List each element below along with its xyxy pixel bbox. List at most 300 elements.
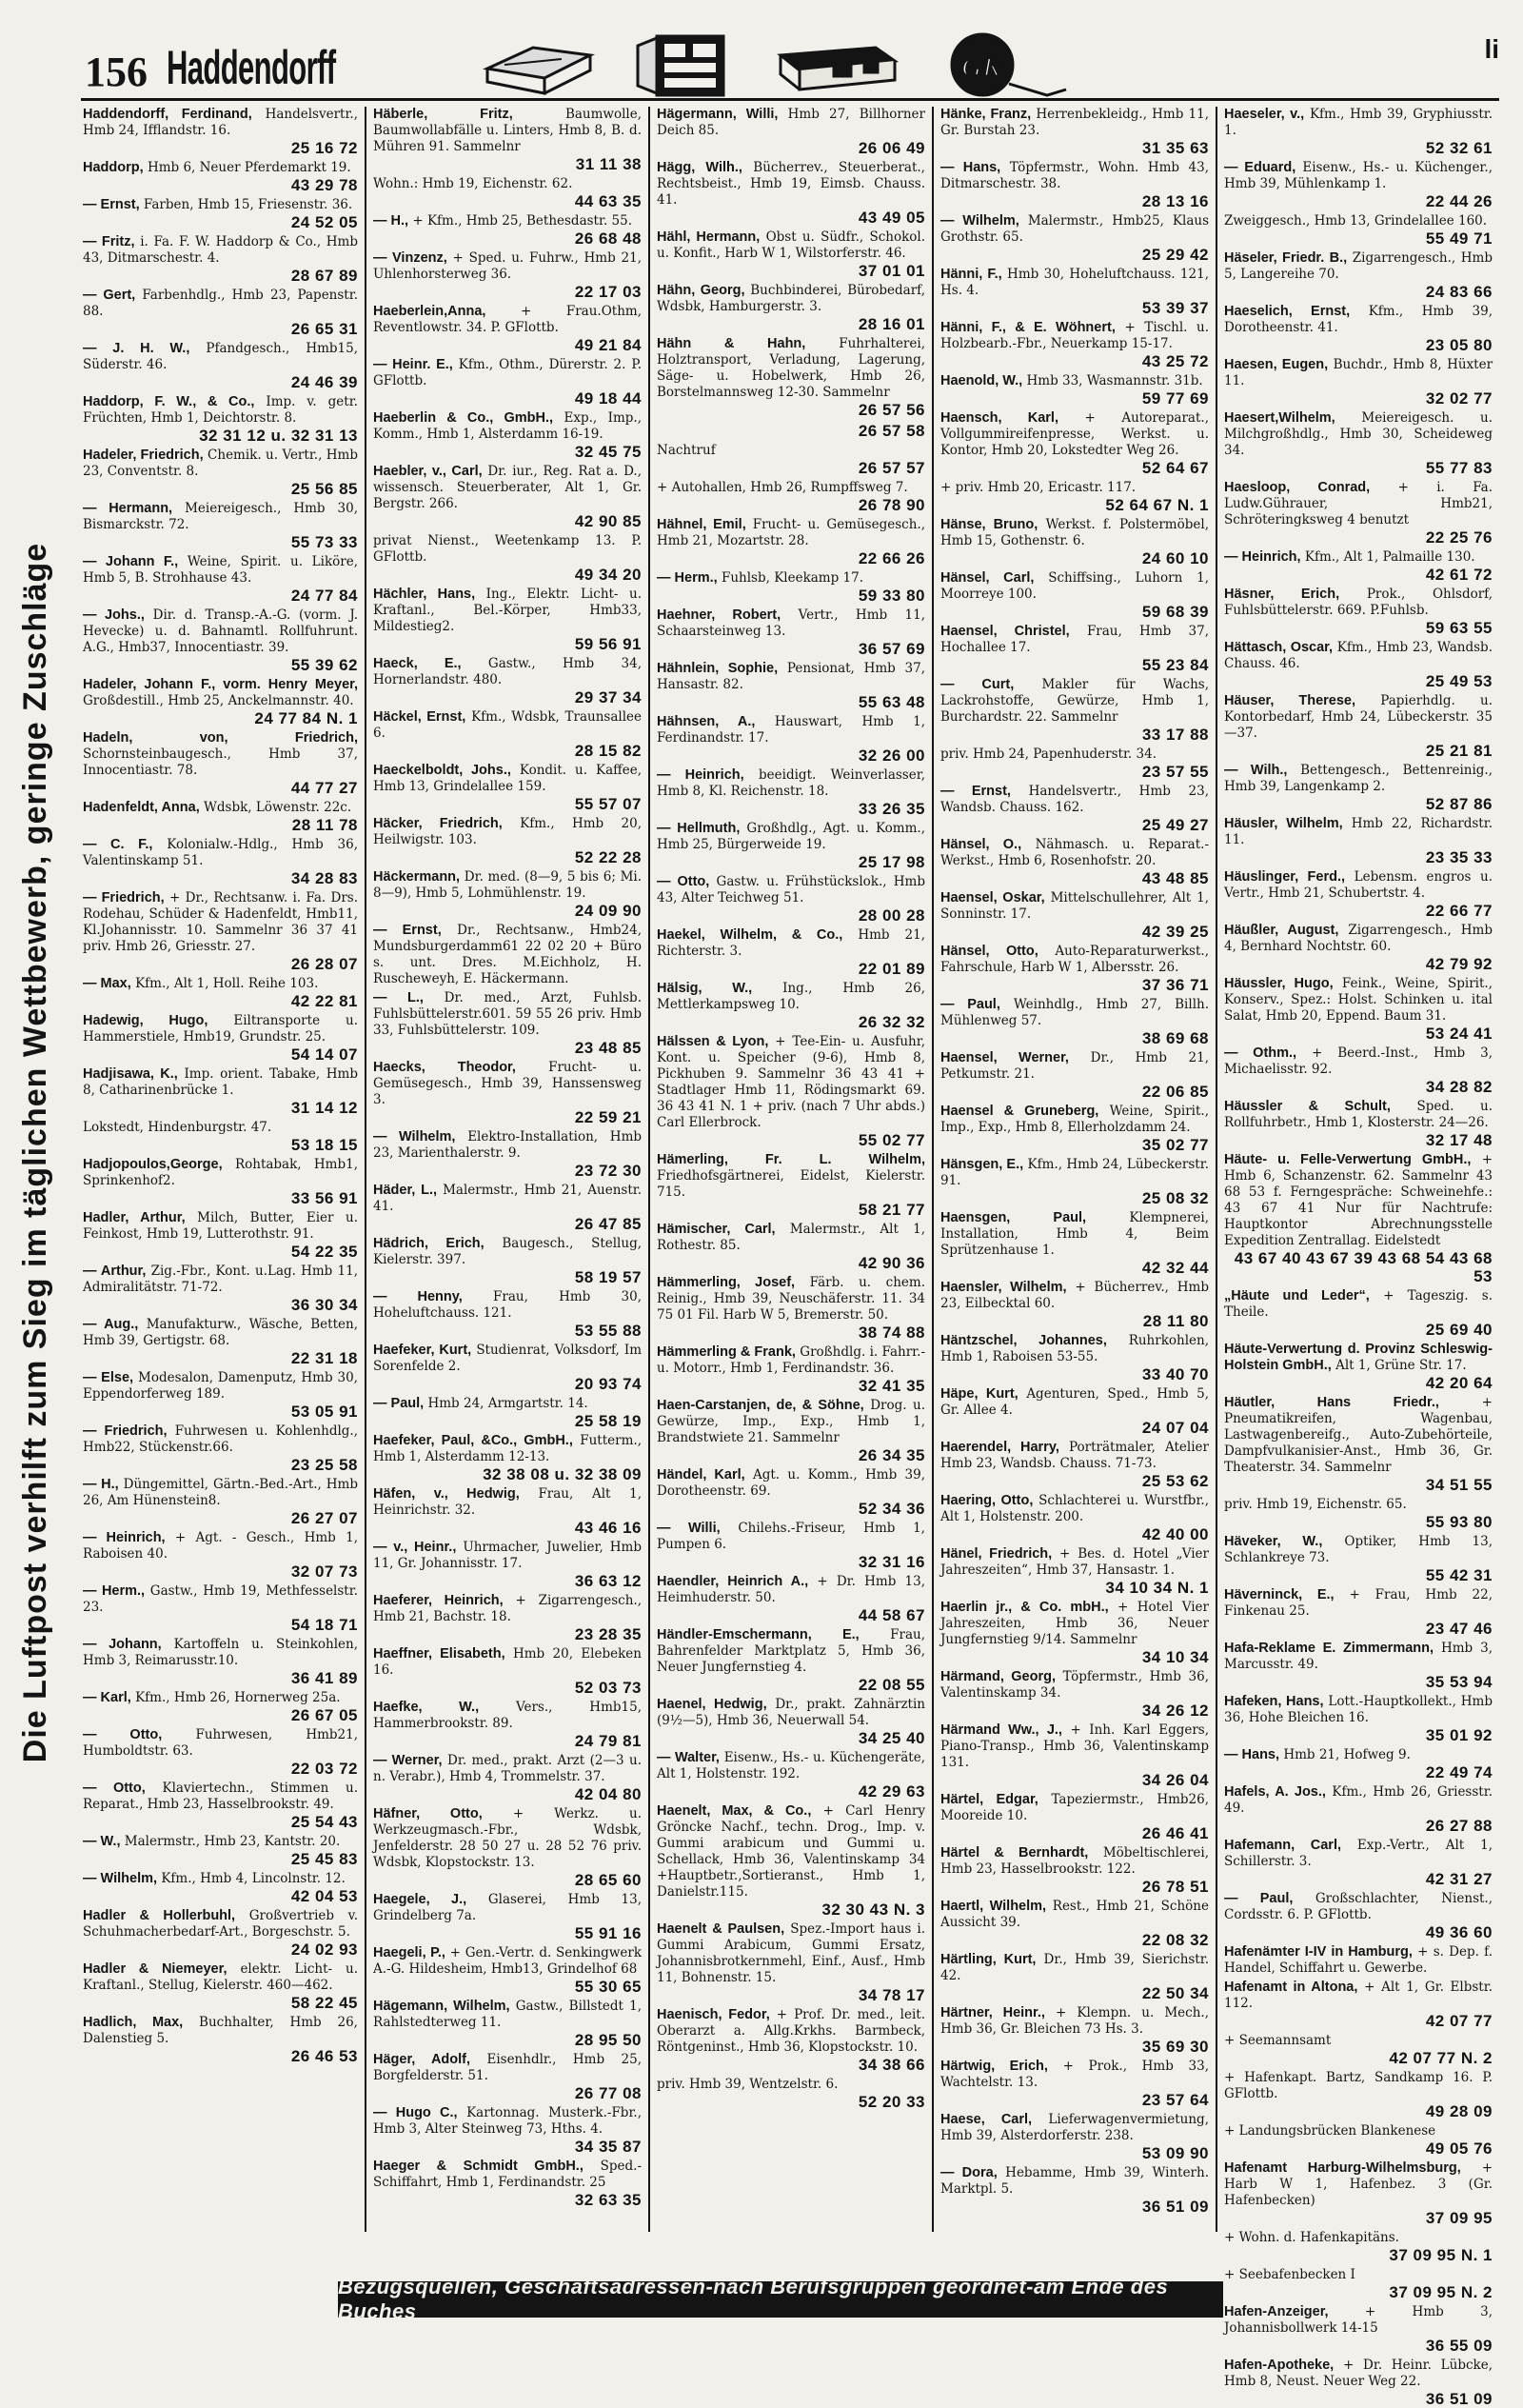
entry-name: Hafenamt Harburg-Wilhelmsburg, — [1224, 2160, 1461, 2176]
entry-phone: 34 28 82 — [1425, 1078, 1493, 1096]
entry-phone: 55 77 83 — [1425, 459, 1493, 477]
directory-entry — [940, 1792, 1209, 1842]
entry-phone: 38 69 68 — [1141, 1029, 1209, 1047]
directory-entry — [940, 746, 1209, 781]
entry-details: + Bes. d. Hotel „Vier Jahreszeiten“, Hmb 37, Hansastr. 1. — [940, 1546, 1209, 1578]
directory-entry — [657, 160, 925, 227]
entry-details: Lieferwagenvermietung, Hmb 39, Alsterdorferstr. 238. — [940, 2112, 1209, 2143]
entry-phone: 25 45 83 — [290, 1850, 358, 1868]
entry-details: Buchdr., Hmb 8, Hüxter 11. — [1224, 357, 1493, 388]
entry-phone: 49 21 84 — [574, 336, 642, 354]
entry-name: Häpe, Kurt, — [940, 1386, 1019, 1402]
directory-entry — [1224, 976, 1493, 1043]
entry-phone: 25 53 62 — [1141, 1472, 1209, 1490]
directory-entry — [83, 554, 358, 605]
directory-entry — [1224, 357, 1493, 408]
entry-name: Hähl, Hermann, — [657, 229, 761, 245]
entry-phone: 42 07 77 — [1425, 2012, 1493, 2030]
entry-details: Hmb 6, Neuer Pferdemarkt 19. — [147, 160, 351, 175]
entry-details: + Tee-Ein- u. Ausfuhr, Kont. u. Speicher (9-6), Hmb 8, Pickhuben 9. Sammelnr 36 43 41 + Stadtlager Hmb 11, Rödingsmarkt 69. 36 43 41 N. 1 + priv. (nach 7 Uhr abds.) Carl Ellerbrock. — [657, 1034, 925, 1130]
entry-name: — Max, — [83, 976, 131, 991]
entry-details: Hmb 33, Wasmannstr. 31b. — [1026, 373, 1203, 388]
directory-entry — [657, 1034, 925, 1149]
entry-details: Imp. orient. Tabake, Hmb 8, Catharinenbrücke 1. — [83, 1066, 358, 1098]
entry-details: + Hotel Vier Jahreszeiten, Hmb 36, Neuer Jungfernstieg 9/14. Sammelnr — [940, 1600, 1209, 1647]
entry-name: Hafenämter I-IV in Hamburg, — [1224, 1944, 1413, 1960]
directory-entry — [373, 1892, 642, 1942]
entry-name: — v., Heinr., — [373, 1540, 457, 1555]
entry-phone: 24 83 66 — [1425, 283, 1493, 301]
directory-entry — [83, 1210, 358, 1261]
entry-phone: 36 41 89 — [290, 1669, 358, 1687]
entry-name: — W., — [83, 1834, 121, 1849]
entry-name: — H., — [83, 1477, 119, 1492]
entry-details: Großhdlg., Agt. u. Komm., Hmb 25, Bürgerweide 19. — [657, 821, 925, 852]
directory-entry — [940, 784, 1209, 834]
entry-phone: 22 49 74 — [1425, 1763, 1493, 1781]
entry-phone: 28 67 89 — [290, 267, 358, 285]
entry-name: Haensel & Gruneberg, — [940, 1104, 1099, 1119]
entry-phone: 29 37 34 — [574, 688, 642, 706]
entry-details: Porträtmaler, Atelier Hmb 23, Wandsb. Chauss. 71-73. — [940, 1440, 1209, 1471]
entry-phone: 25 08 32 — [1141, 1189, 1209, 1207]
directory-entry — [83, 1317, 358, 1367]
entry-phone: 26 78 51 — [1141, 1878, 1209, 1896]
entry-details: Rest., Hmb 21, Schöne Aussicht 39. — [940, 1899, 1209, 1930]
entry-phone: 22 50 34 — [1141, 1984, 1209, 2002]
entry-details: Prok., Ohlsdorf, Fuhlsbüttelerstr. 669. P.Fuhlsb. — [1224, 587, 1493, 618]
entry-details: Fuhrwesen u. Kohlenhdlg., Hmb22, Stückenstr.66. — [83, 1423, 359, 1455]
entry-name: Häder, L., — [373, 1183, 438, 1198]
entry-details: Hmb 27, Billhorner Deich 85. — [657, 107, 925, 138]
entry-name: Hadeler, Johann F., vorm. Henry Meyer, — [83, 677, 358, 692]
footer-text: Bezugsquellen, Geschäftsadressen-nach Berufsgruppen geordnet-am Ende des Buches — [338, 2275, 1169, 2323]
entry-phone: 25 21 81 — [1425, 742, 1493, 760]
entry-name: Häussler & Schult, — [1224, 1099, 1391, 1114]
directory-entry — [373, 1060, 642, 1126]
entry-details: priv. Hmb 19, Eichenstr. 65. — [1224, 1497, 1407, 1512]
entry-name: Haenelt, Max, & Co., — [657, 1803, 812, 1819]
entry-name: Hähnel, Emil, — [657, 517, 746, 532]
directory-entry — [657, 1803, 925, 1919]
entry-phone: 35 69 30 — [1141, 2038, 1209, 2056]
entry-name: Hafen-Anzeiger, — [1224, 2304, 1329, 2319]
entry-details: Obst u. Südfr., Schokol. u. Konfit., Harb W 1, Wilstorferstr. 46. — [657, 229, 926, 261]
wardrobe-trunk-illustration — [638, 36, 723, 95]
entry-details: Baugesch., Stellug, Kielerstr. 397. — [373, 1236, 642, 1267]
entry-details: Studienrat, Volksdorf, Im Sorenfelde 2. — [373, 1343, 643, 1374]
entry-phone: 26 27 88 — [1425, 1817, 1493, 1835]
side-slogan — [8, 448, 65, 1857]
directory-entry — [940, 1440, 1209, 1490]
entry-phone: 34 38 66 — [858, 2056, 925, 2074]
entry-details: Kfm., Hmb 24, Lübeckerstr. 91. — [940, 1157, 1209, 1188]
directory-entry — [657, 1627, 925, 1694]
entry-name: — Johann, — [83, 1637, 162, 1652]
directory-entry — [940, 1546, 1209, 1597]
directory-entry — [83, 1066, 358, 1117]
directory-entry — [940, 480, 1209, 514]
entry-name: Häfner, Otto, — [373, 1806, 483, 1821]
entry-name: „Häute und Leder“, — [1224, 1288, 1370, 1304]
entry-name: — C. F., — [83, 837, 153, 852]
entry-details: Malermstr., Hmb25, Klaus Grothstr. 65. — [940, 213, 1209, 245]
directory-entry — [373, 587, 642, 653]
directory-entry — [373, 1540, 642, 1590]
directory-entry — [373, 1646, 642, 1697]
entry-name: — Johs., — [83, 607, 145, 623]
entry-name: Haekel, Wilhelm, & Co., — [657, 927, 843, 943]
entry-details: Schiffsing., Luhorn 1, Moorreye 100. — [940, 570, 1209, 602]
entry-details: Fuhrhalterei, Holztransport, Verladung, Lagerung, Säge- u. Hobelwerk, Hmb 26, Borstelmannsweg 12-30. Sammelnr — [657, 336, 925, 400]
entry-details: Kartoffeln u. Steinkohlen, Hmb 3, Reimarusstr.10. — [83, 1637, 358, 1668]
entry-phone: 26 32 32 — [858, 1013, 925, 1031]
directory-entry — [1224, 1099, 1493, 1149]
directory-entry — [83, 1477, 358, 1527]
entry-name: — Else, — [83, 1370, 134, 1385]
directory-entry — [940, 997, 1209, 1047]
entry-name: Haefeker, Kurt, — [373, 1343, 472, 1358]
entry-name: Haehner, Robert, — [657, 607, 781, 623]
directory-entry — [940, 1210, 1209, 1277]
entry-name: Haeger & Schmidt GmbH., — [373, 2159, 583, 2174]
entry-name: — Karl, — [83, 1690, 131, 1705]
entry-phone: 42 39 25 — [1141, 923, 1209, 941]
entry-phone: 55 49 71 — [1425, 229, 1493, 248]
directory-entry — [373, 709, 642, 760]
entry-phone: 22 03 72 — [290, 1760, 358, 1778]
entry-phone: 43 49 05 — [858, 209, 925, 227]
directory-entry — [83, 976, 358, 1010]
entry-details: Dr. iur., Reg. Rat a. D., wissensch. Steuerberater, Alt 1, Gr. Bergstr. 266. — [373, 464, 643, 511]
entry-details: Malermstr., Hmb 23, Kantstr. 20. — [124, 1834, 341, 1849]
entry-phone: 34 26 12 — [1141, 1702, 1209, 1720]
directory-entry — [83, 501, 358, 551]
directory-entry — [373, 213, 642, 248]
entry-name: — Ernst, — [83, 197, 140, 212]
entry-name: — Heinr. E., — [373, 357, 453, 372]
entry-phone: 53 05 91 — [290, 1403, 358, 1421]
directory-entry — [657, 570, 925, 605]
entry-details: Nähmasch. u. Reparat.-Werkst., Hmb 6, Rosenhofstr. 20. — [940, 837, 1210, 868]
entry-name: — Eduard, — [1224, 160, 1296, 175]
entry-phone: 24 52 05 — [290, 213, 358, 231]
entry-phone: 44 63 35 — [574, 192, 642, 210]
entry-phone: 52 87 86 — [1425, 795, 1493, 813]
entry-name: Haensel, Werner, — [940, 1050, 1069, 1065]
directory-entry — [657, 714, 925, 765]
entry-name: — Otto, — [83, 1727, 163, 1742]
entry-name: Hämischer, Carl, — [657, 1222, 776, 1237]
entry-details: Modesalon, Damenputz, Hmb 30, Eppendorferweg 189. — [83, 1370, 359, 1402]
entry-name: Hänse, Bruno, — [940, 517, 1038, 532]
entry-name: — Hellmuth, — [657, 821, 741, 836]
directory-entry — [657, 2077, 925, 2111]
entry-phone: 42 79 92 — [1425, 955, 1493, 973]
directory-entry — [940, 1600, 1209, 1666]
directory-entry — [940, 1722, 1209, 1789]
entry-details: Hmb 22, Richardstr. 11. — [1224, 816, 1493, 847]
entry-name: Hägermann, Willi, — [657, 107, 779, 122]
entry-name: Häckermann, — [373, 869, 461, 885]
entry-details: + Zigarrengesch., Hmb 21, Bachstr. 18. — [373, 1593, 642, 1624]
entry-details: Töpfermstr., Hmb 36, Valentinskamp 34. — [940, 1669, 1209, 1701]
entry-name: Haendler, Heinrich A., — [657, 1574, 809, 1589]
directory-entry — [83, 1583, 358, 1634]
entry-name: Häusler, Wilhelm, — [1224, 816, 1343, 831]
entry-phone: 37 09 95 N. 1 — [1389, 2246, 1493, 2264]
entry-details: Frau, Hmb 37, Hochallee 17. — [940, 624, 1210, 655]
entry-details: + Alt 1, Gr. Elbstr. 112. — [1224, 1980, 1493, 2011]
entry-name: — Heinrich, — [657, 767, 744, 783]
directory-entry — [657, 661, 925, 711]
directory-entry — [83, 1423, 358, 1474]
running-head: Haddendorff — [167, 41, 336, 94]
directory-entry — [83, 2015, 358, 2065]
entry-details: Weinhdlg., Hmb 27, Billh. Mühlenweg 57. — [940, 997, 1209, 1028]
directory-entry — [1224, 693, 1493, 760]
entry-details: Exp.-Vertr., Alt 1, Schillerstr. 3. — [1224, 1838, 1493, 1869]
entry-details: Hmb 24, Armgartstr. 14. — [427, 1396, 588, 1411]
entry-phone: 22 31 18 — [290, 1349, 358, 1367]
entry-details: Rohtabak, Hmb1, Sprinkenhof2. — [83, 1157, 358, 1188]
entry-phone: 22 17 03 — [574, 283, 642, 301]
entry-phone: 22 44 26 — [1425, 192, 1493, 210]
entry-name: Haebler, v., Carl, — [373, 464, 483, 479]
entry-details: elektr. Licht- u. Kraftanl., Stellug, Kielerstr. 460—462. — [83, 1961, 358, 1993]
entry-name: — Fritz, — [83, 234, 135, 249]
entry-name: Hähnlein, Sophie, — [657, 661, 779, 676]
entry-details: + Seemannsamt — [1224, 2033, 1332, 2048]
entry-phone: 59 33 80 — [858, 587, 925, 605]
entry-details: + Seebafenbecken I — [1224, 2267, 1355, 2282]
entry-details: Optiker, Hmb 13, Schlankreye 73. — [1224, 1534, 1493, 1565]
directory-entry — [1224, 2267, 1493, 2301]
entry-phone: 24 46 39 — [290, 373, 358, 391]
directory-entry — [83, 288, 358, 338]
entry-details: Handelsvertr., Hmb 23, Wandsb. Chauss. 162. — [940, 784, 1209, 815]
entry-phone: 22 08 32 — [1141, 1931, 1209, 1949]
entry-phone: 32 26 00 — [858, 746, 925, 765]
entry-phone: 36 30 34 — [290, 1296, 358, 1314]
entry-details: Makler für Wachs, Lackrohstoffe, Gewürze, Hmb 1, Burchardstr. 22. Sammelnr — [940, 677, 1210, 725]
directory-entry — [1224, 549, 1493, 584]
directory-entry — [373, 1343, 642, 1393]
directory-entry — [373, 304, 642, 354]
directory-entry — [940, 1493, 1209, 1543]
entry-phone: 43 29 78 — [290, 176, 358, 194]
entry-details: Kfm., Othm., Dürerstr. 2. P. GFlottb. — [373, 357, 642, 388]
entry-name: Hadjisawa, K., — [83, 1066, 178, 1082]
entry-phone: 26 27 07 — [290, 1509, 358, 1527]
entry-phone: 49 36 60 — [1425, 1923, 1493, 1941]
entry-name: Haefke, W., — [373, 1700, 480, 1715]
directory-entry — [657, 1750, 925, 1801]
entry-phone: 55 57 07 — [574, 795, 642, 813]
entry-phone: 25 58 19 — [574, 1412, 642, 1430]
entry-name: Häckel, Ernst, — [373, 709, 466, 725]
entry-name: — Johann F., — [83, 554, 179, 569]
entry-details: Kondit. u. Kaffee, Hmb 13, Grindelallee 159. — [373, 763, 642, 794]
directory-entry — [373, 2052, 642, 2102]
entry-name: Haerendel, Harry, — [940, 1440, 1059, 1455]
entry-details: Eisenhdlr., Hmb 25, Borgfelderstr. 51. — [373, 2052, 643, 2083]
entry-name: Haegele, J., — [373, 1892, 467, 1907]
entry-phone: 26 57 56 — [858, 401, 925, 419]
entry-name: Haertl, Wilhelm, — [940, 1899, 1047, 1914]
entry-details: Milch, Butter, Eier u. Feinkost, Hmb 19, Lutterothstr. 91. — [83, 1210, 358, 1242]
entry-details: Bettengesch., Bettenreinig., Hmb 39, Langenkamp 2. — [1224, 763, 1493, 794]
entry-details: Lokstedt, Hindenburgstr. 47. — [83, 1120, 272, 1135]
entry-name: Haese, Carl, — [940, 2112, 1033, 2127]
page-number: 156 — [85, 49, 148, 95]
entry-phone: 43 67 40 43 67 39 43 68 54 43 68 53 — [1234, 1249, 1493, 1285]
entry-phone: 26 06 49 — [858, 139, 925, 157]
entry-details: Agenturen, Sped., Hmb 5, Gr. Allee 4. — [940, 1386, 1210, 1418]
entry-phone: 25 54 43 — [290, 1813, 358, 1831]
entry-phone: 58 21 77 — [858, 1201, 925, 1219]
entry-details: Kfm., Hmb 23, Wandsb. Chauss. 46. — [1224, 640, 1493, 671]
entry-phone: 34 78 17 — [858, 1986, 925, 2004]
directory-entry — [940, 944, 1209, 994]
directory-entry — [940, 677, 1209, 744]
entry-name: Häsner, Erich, — [1224, 587, 1340, 602]
entry-phone: 25 56 85 — [290, 480, 358, 498]
entry-name: Haesloop, Conrad, — [1224, 480, 1371, 495]
entry-name: Haering, Otto, — [940, 1493, 1034, 1508]
entry-details: Gastw., Hmb 34, Hornerlandstr. 480. — [373, 656, 642, 687]
entry-phone: 26 47 85 — [574, 1215, 642, 1233]
entry-phone: 37 01 01 — [858, 262, 925, 280]
directory-entry — [1224, 2230, 1493, 2264]
entry-details: Lebensm. engros u. Vertr., Hmb 21, Schubertstr. 4. — [1224, 869, 1493, 901]
entry-details: Hmb 20, Elebeken 16. — [373, 1646, 642, 1678]
entry-phone: 42 04 80 — [574, 1785, 642, 1803]
entry-details: Frau, Alt 1, Heinrichstr. 32. — [373, 1486, 642, 1518]
entry-details: Dr., Hmb 39, Sierichstr. 42. — [940, 1952, 1209, 1983]
entry-name: — Willi, — [657, 1521, 721, 1536]
entry-details: + Sped. u. Fuhrw., Hmb 21, Uhlenhorsterweg 36. — [373, 250, 642, 282]
entry-details: Frau, Hmb 30, Hoheluftchauss. 121. — [373, 1289, 643, 1321]
directory-entry — [1224, 1891, 1493, 1941]
directory-entry — [657, 981, 925, 1031]
entry-phone: 42 90 36 — [858, 1254, 925, 1272]
entry-phone: 26 34 35 — [858, 1446, 925, 1464]
entry-details: + Carl Henry Gröncke Nachf., techn. Drog., Imp. v. Gummi arabicum und Gummi u. Schellack, Hmb 36, Valentinskamp 34 +Hauptbetr.,Sortieranst., Hmb 1, Danielstr.115. — [657, 1803, 925, 1900]
entry-details: Kfm., Hmb 20, Heilwigstr. 103. — [373, 816, 643, 847]
entry-name: Hadlich, Max, — [83, 2015, 184, 2030]
entry-name: Hämmerling & Frank, — [657, 1344, 796, 1360]
entry-phone: 42 22 81 — [290, 992, 358, 1010]
entry-details: Hebamme, Hmb 39, Winterh. Marktpl. 5. — [940, 2165, 1209, 2197]
directory-entry — [940, 1157, 1209, 1207]
entry-details: Dir. d. Transp.-A.-G. (vorm. J. Hevecke) u. d. Bahnamtl. Rollfuhrunt. A.G., Hmb37, Innocentiastr. 39. — [83, 607, 358, 655]
entry-name: — Paul, — [1224, 1891, 1294, 1906]
entry-name: Haenelt & Paulsen, — [657, 1921, 785, 1937]
entry-details: Fuhlsb, Kleekamp 17. — [721, 570, 864, 586]
entry-details: + Hafenkapt. Bartz, Sandkamp 16. P. GFlottb. — [1224, 2070, 1493, 2101]
entry-details: + Bücherrev., Hmb 23, Eilbecktal 60. — [940, 1280, 1209, 1311]
directory-entry — [940, 517, 1209, 567]
entry-name: Händel, Karl, — [657, 1467, 745, 1483]
directory-entry — [1224, 816, 1493, 866]
entry-name: Härtel & Bernhardt, — [940, 1845, 1089, 1861]
directory-entry — [940, 160, 1209, 210]
entry-phone: 25 29 42 — [1141, 246, 1209, 264]
entry-phone: 34 10 34 N. 1 — [1105, 1579, 1209, 1597]
directory-entry — [83, 1157, 358, 1207]
directory-entry — [373, 464, 642, 530]
entry-phone: 42 40 00 — [1141, 1525, 1209, 1543]
directory-entry — [940, 2059, 1209, 2109]
entry-phone: 25 16 72 — [290, 139, 358, 157]
directory-entry — [83, 448, 358, 498]
entry-name: — Henny, — [373, 1289, 463, 1304]
entry-name: — Othm., — [1224, 1045, 1297, 1061]
entry-details: Elektro-Installation, Hmb 23, Marienthalerstr. 9. — [373, 1129, 643, 1161]
entry-phone: 32 31 16 — [858, 1553, 925, 1571]
directory-entry — [1224, 1641, 1493, 1691]
entry-name: Häberle, Fritz, — [373, 107, 513, 122]
entry-phone: 25 49 53 — [1425, 672, 1493, 690]
entry-phone: 23 57 64 — [1141, 2091, 1209, 2109]
entry-details: + Frau.Othm, Reventlowstr. 34. P. GFlottb. — [373, 304, 642, 335]
directory-entry — [373, 990, 642, 1057]
entry-phone: 23 48 85 — [574, 1039, 642, 1057]
entry-phone: 25 49 27 — [1141, 816, 1209, 834]
entry-details: Eiltransporte u. Hammerstiele, Hmb19, Grundstr. 25. — [83, 1013, 358, 1045]
entry-details: Kartonnag. Musterk.-Fbr., Hmb 3, Alter Steinweg 73, Hths. 4. — [373, 2105, 642, 2137]
monogram-emblem — [952, 34, 1066, 95]
entry-name: Hänsel, O., — [940, 837, 1022, 852]
entry-phone: 52 20 33 — [858, 2093, 925, 2111]
directory-entry — [373, 1806, 642, 1889]
directory-entry — [657, 1921, 925, 2004]
entry-details: Ing., Hmb 26, Mettlerkampsweg 10. — [657, 981, 926, 1012]
entry-phone: 37 36 71 — [1141, 976, 1209, 994]
entry-name: — Paul, — [373, 1396, 425, 1411]
entry-details: Hauswart, Hmb 1, Ferdinandstr. 17. — [657, 714, 925, 746]
entry-phone: 42 07 77 N. 2 — [1389, 2049, 1493, 2067]
directory-entry — [940, 107, 1209, 157]
entry-details: Ruhrkohlen, Hmb 1, Raboisen 53-55. — [940, 1333, 1209, 1364]
entry-details: Zweiggesch., Hmb 13, Grindelallee 160. — [1224, 213, 1488, 229]
entry-name: Hänke, Franz, — [940, 107, 1032, 122]
entry-name: Händler-Emschermann, E., — [657, 1627, 860, 1642]
directory-entry — [1224, 1944, 1493, 1977]
directory-entry — [940, 1669, 1209, 1720]
directory-column-3 — [648, 107, 932, 2232]
entry-phone: 32 02 77 — [1425, 389, 1493, 408]
directory-entry — [373, 1183, 642, 1233]
directory-entry — [373, 1945, 642, 1996]
entry-details: Kfm., Hmb 39, Gryphiusstr. 1. — [1224, 107, 1493, 138]
entry-details: Eisenw., Hs.- u. Küchengeräte, Alt 1, Holstenstr. 192. — [657, 1750, 925, 1781]
entry-phone: 26 28 07 — [290, 955, 358, 973]
directory-entry — [940, 837, 1209, 887]
entry-name: Haddorp, F. W., & Co., — [83, 394, 255, 409]
entry-phone: 24 79 81 — [574, 1732, 642, 1750]
entry-name: — Werner, — [373, 1753, 443, 1768]
directory-entry — [373, 250, 642, 301]
directory-entry — [373, 1289, 642, 1340]
entry-details: Kfm., Hmb 39, Dorotheenstr. 41. — [1224, 304, 1493, 335]
entry-phone: 49 18 44 — [574, 389, 642, 408]
entry-details: Zigarrengesch., Hmb 5, Langereihe 70. — [1224, 250, 1493, 282]
entry-phone: 35 01 92 — [1425, 1726, 1493, 1744]
entry-phone: 44 58 67 — [858, 1606, 925, 1624]
entry-details: + Autoreparat., Vollgummireifenpresse, Werkst. u. Kontor, Hmb 20, Lokstedter Weg 26. — [940, 410, 1209, 458]
